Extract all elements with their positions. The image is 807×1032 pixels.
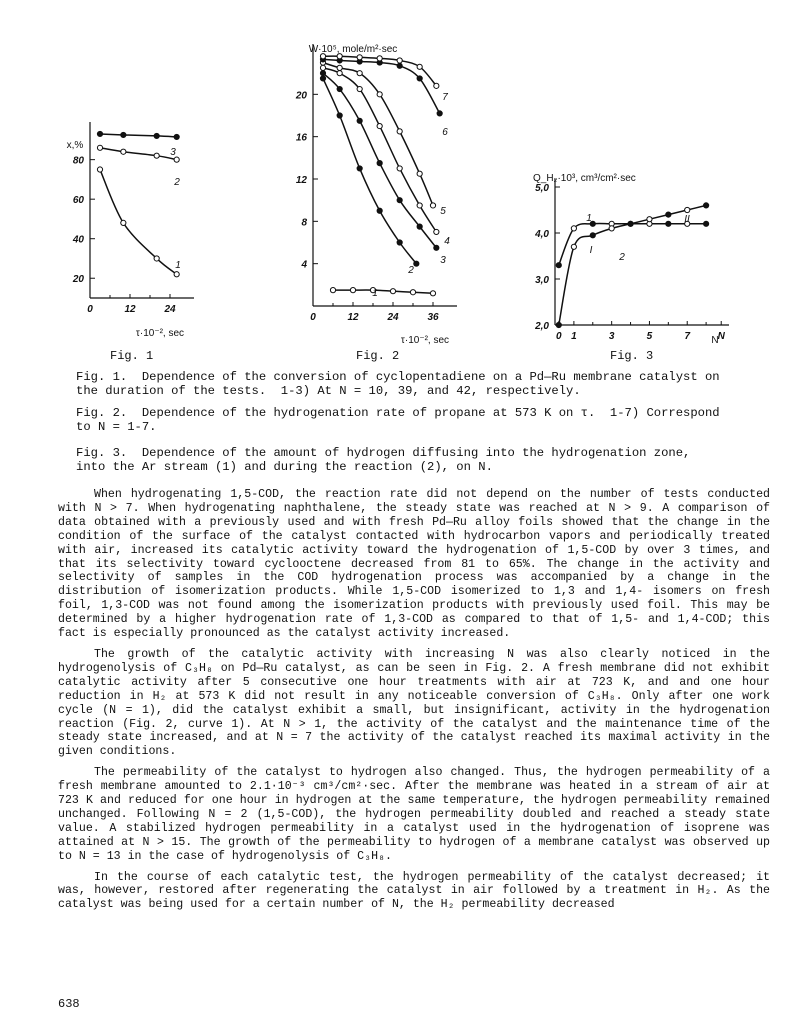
fig2-series-2-point — [414, 261, 419, 266]
fig3-xtick-label: 7 — [684, 331, 691, 342]
fig2-series-6-point — [417, 76, 422, 81]
page-number: 638 — [58, 997, 80, 1011]
fig2-series-3-point — [397, 198, 402, 203]
fig3-curve-label-1: 1 — [586, 213, 592, 224]
fig1-series-2-line — [100, 148, 177, 160]
fig1-series-3-point — [97, 131, 102, 136]
fig2-series-7-point — [417, 64, 422, 69]
fig2-series-3-point — [377, 161, 382, 166]
fig3-axes — [555, 179, 729, 325]
fig2-series-3-point — [320, 71, 325, 76]
fig3-series-I-line — [559, 223, 706, 265]
fig1-series-1-point — [154, 256, 159, 261]
fig2-series-6-point — [397, 63, 402, 68]
fig2-ytick-label: 16 — [295, 132, 307, 144]
fig1-curve-label-2: 2 — [174, 177, 180, 188]
fig3-series-I-point — [666, 221, 671, 226]
fig2-series-2-point — [320, 76, 325, 81]
fig2-series-3-point — [337, 86, 342, 91]
fig2-series-3-point — [434, 245, 439, 250]
fig1-ytick-label: 40 — [72, 234, 84, 246]
fig1-ytick-label: 20 — [72, 274, 84, 286]
fig3-series-II-point — [609, 226, 614, 231]
fig2-curve-label-3: 3 — [440, 255, 446, 266]
fig2-series-7-point — [377, 56, 382, 61]
fig1-series-2-point — [97, 145, 102, 150]
fig2-ytick-label: 12 — [295, 175, 307, 186]
fig2-series-4-point — [337, 71, 342, 76]
fig3-curve-label-II: II — [684, 214, 690, 225]
paragraph-4: In the course of each catalytic test, the hydrogen permeability of the catalyst decreased; it was, however, restored after regenerating the catalyst in air followed by a treatment in H₂. As the catalyst was being used for a certain number of N, the H₂ permeability decreased — [58, 870, 770, 912]
fig2-series-3-point — [357, 118, 362, 123]
fig1-series-2-point — [121, 149, 126, 154]
fig3-series-I-point — [571, 226, 576, 231]
body-text — [58, 488, 770, 912]
fig2-series-2-point — [357, 166, 362, 171]
figure-2 — [285, 38, 490, 353]
fig1-series-3-point — [121, 132, 126, 137]
fig2-series-4-point — [417, 203, 422, 208]
fig2-ytick-label: 20 — [295, 90, 307, 102]
fig2-series-4-point — [434, 229, 439, 234]
fig2-series-5-point — [417, 171, 422, 176]
fig1-xlabel: τ·10⁻², sec — [135, 328, 185, 339]
fig2-series-2-point — [337, 113, 342, 118]
fig3-ylabel: Q_H₂·10³, cm³/cm²·sec — [533, 173, 636, 184]
fig2-xtick-label: 0 — [310, 312, 316, 323]
caption-fig2: Fig. 2. Dependence of the hydrogenation rate of propane at 573 K on τ. 1-7) Correspond to N = 1-7. — [76, 406, 720, 434]
figure-1 — [60, 118, 220, 348]
fig3-curve-label-I: I — [589, 245, 593, 256]
fig3-label: Fig. 3 — [610, 349, 654, 363]
fig1-series-1-point — [174, 272, 179, 277]
fig1-ylabel: x,% — [66, 140, 84, 151]
fig2-series-7-point — [397, 58, 402, 63]
paragraph-2: The growth of the catalytic activity with increasing N was also clearly noticed in the hydrogenolysis of C₃H₈ on Pd—Ru catalyst, as can be seen in Fig. 2. A fresh membrane did not exhibit catalytic activity after 5 consecutive one hour treatments with air at 723 K, and and one hour reduction in H₂ at 573 K did not result in any noticeable conversion of C₃H₈. Only after one work cycle (N = 1), did the catalyst exhibit a small, but insignificant, activity in the hydrogenation reaction (Fig. 2, curve 1). At N > 1, the activity of the catalyst and the maintenance time of the steady state increased, and at N = 7 the activity of the catalyst reached its maximal activity in the given conditions. — [58, 647, 770, 759]
fig1-series-3-point — [154, 133, 159, 138]
fig2-xtick-label: 12 — [347, 312, 359, 323]
fig3-ytick-label: 3,0 — [535, 275, 549, 286]
fig2-series-5-line — [323, 63, 433, 206]
fig2-series-7-point — [357, 55, 362, 60]
figure-3 — [525, 165, 750, 350]
fig1-text — [67, 140, 184, 339]
fig3-series-II-point — [666, 212, 671, 217]
caption-fig3: Fig. 3. Dependence of the amount of hydrogen diffusing into the hydrogenation zone, into the Ar stream (1) and during the reaction (2), on N. — [76, 446, 691, 474]
fig3-ytick-label: 4,0 — [535, 229, 549, 240]
paragraph-1: When hydrogenating 1,5-COD, the reaction rate did not depend on the number of tests conducted with N > 7. When hydrogenating naphthalene, the steady state was reached at N > 9. A comparison of data obtained with a previously used and with fresh Pd—Ru alloy foils showed that the change in the condition of the surface of the catalyst contacted with hydrocarbon vapors and periodically treated with air, increased its catalytic activity toward the hydrogenation of 1,5-COD by over 3 times, and that its selectivity toward cyclooctene decreased from 81 to 65%. The change in the activity and selectivity of samples in the COD hydrogenation process was accompanied by a change in the distribution of isomerization products. While 1,5-COD isomerized to 1,3 and 1,4- isomers on fresh foil, 1,3-COD was not found among the isomerization products with previously used foil. This may be determined by a higher hydrogenation rate of 1,3-COD as compared to that of 1,5- and 1,4-COD; this fact is especially pronounced as the catalyst activity increased. — [58, 488, 770, 641]
fig1-series-1-line — [100, 170, 177, 275]
fig2-xtick-label: 24 — [387, 312, 399, 323]
fig1-series-2-point — [154, 153, 159, 158]
fig2-curve-label-6: 6 — [442, 127, 448, 138]
fig3-xtick-label: N — [717, 331, 725, 342]
fig2-series-4-point — [357, 86, 362, 91]
fig3-xlabel: N — [711, 335, 719, 346]
fig2-series-5-point — [430, 203, 435, 208]
fig2-series-2-point — [397, 240, 402, 245]
fig1-series-1-point — [121, 220, 126, 225]
fig1-ytick-label: 60 — [72, 195, 84, 207]
fig3-xtick-label: 1 — [571, 331, 577, 342]
caption-fig1: Fig. 1. Dependence of the conversion of cyclopentadiene on a Pd—Ru membrane catalyst on the duration of the tests. 1-3) At N = 10, 39, and 42, respectively. — [76, 370, 720, 398]
fig3-xtick-label: 5 — [646, 331, 653, 342]
fig2-curve-label-7: 7 — [442, 92, 448, 103]
fig3-ytick-label: 2,0 — [535, 321, 549, 332]
fig2-curve-label-2: 2 — [408, 265, 414, 276]
fig2-series-5-point — [377, 92, 382, 97]
fig3-series-II-point — [556, 322, 561, 327]
fig3-text — [533, 173, 726, 346]
fig2-series-1-point — [350, 288, 355, 293]
fig2-series-1-line — [333, 290, 433, 293]
fig2-series-5-point — [357, 71, 362, 76]
fig2-series-7-point — [434, 83, 439, 88]
fig3-series-II-point — [628, 221, 633, 226]
fig3-series-II-point — [685, 207, 690, 212]
fig1-curve-label-3: 3 — [170, 147, 176, 158]
fig1-xtick-label: 0 — [87, 304, 93, 315]
fig3-series-II-point — [590, 233, 595, 238]
fig1-series — [97, 131, 179, 277]
paragraph-3: The permeability of the catalyst to hydrogen also changed. Thus, the hydrogen permeability of a fresh membrane amounted to 2.1·10⁻³ cm³/cm²·sec. After the membrane was heated in a stream of air at 723 K and reduced for one hour in hydrogen at the same temperature, the hydrogen permeability remained unchanged. Following N = 2 (1,5-COD), the hydrogen permeability doubled and reached a steady state value. A stabilized hydrogen permeability in a catalyst used in the hydrogenation of isoprene was attained at N > 15. The growth of the permeability to hydrogen of a membrane catalyst was observed up to N = 13 in the case of hydrogenolysis of C₃H₈. — [58, 766, 770, 863]
fig1-curve-label-1: 1 — [175, 260, 181, 271]
fig2-series-1-point — [410, 290, 415, 295]
fig2-series-6-point — [437, 111, 442, 116]
fig2-series-5-point — [337, 65, 342, 70]
fig1-xtick-label: 12 — [124, 304, 136, 315]
fig2-ytick-label: 4 — [301, 259, 307, 271]
fig2-curve-label-1: 1 — [372, 288, 378, 299]
fig3-curve-label-2: 2 — [619, 252, 625, 263]
fig2-xtick-label: 36 — [427, 312, 439, 323]
fig3-ytick-label: 5,0 — [535, 183, 549, 194]
fig3-series-II-point — [704, 203, 709, 208]
fig3-series-II-point — [571, 244, 576, 249]
fig2-series-4-point — [397, 166, 402, 171]
fig2-curve-label-5: 5 — [440, 206, 446, 217]
fig2-series-4-point — [377, 123, 382, 128]
fig3-series-I-point — [704, 221, 709, 226]
fig2-series-3-point — [417, 224, 422, 229]
fig3-xtick-label: 3 — [608, 331, 615, 342]
fig1-label: Fig. 1 — [110, 349, 154, 363]
fig2-label: Fig. 2 — [356, 349, 400, 363]
fig2-series-1-point — [430, 291, 435, 296]
fig1-xtick-label: 24 — [164, 304, 176, 315]
fig3-series-II-point — [647, 217, 652, 222]
fig2-series-1-point — [390, 289, 395, 294]
fig1-series-3-line — [100, 134, 177, 137]
fig2-series-2-point — [377, 208, 382, 213]
fig2-ytick-label: 8 — [301, 217, 307, 229]
fig1-series-1-point — [97, 167, 102, 172]
fig2-ylabel: W·10⁵, mole/m²·sec — [308, 44, 398, 55]
fig2-series-4-point — [320, 65, 325, 70]
fig2-series-1-point — [330, 288, 335, 293]
fig2-series-5-point — [397, 129, 402, 134]
fig2-curve-label-4: 4 — [444, 236, 450, 247]
fig2-xlabel: τ·10⁻², sec — [400, 335, 450, 346]
fig1-ytick-label: 80 — [72, 155, 84, 167]
fig1-series-3-point — [174, 134, 179, 139]
fig3-series-I-point — [556, 263, 561, 268]
fig3-xtick-label: 0 — [555, 331, 562, 342]
fig2-series — [320, 54, 442, 296]
